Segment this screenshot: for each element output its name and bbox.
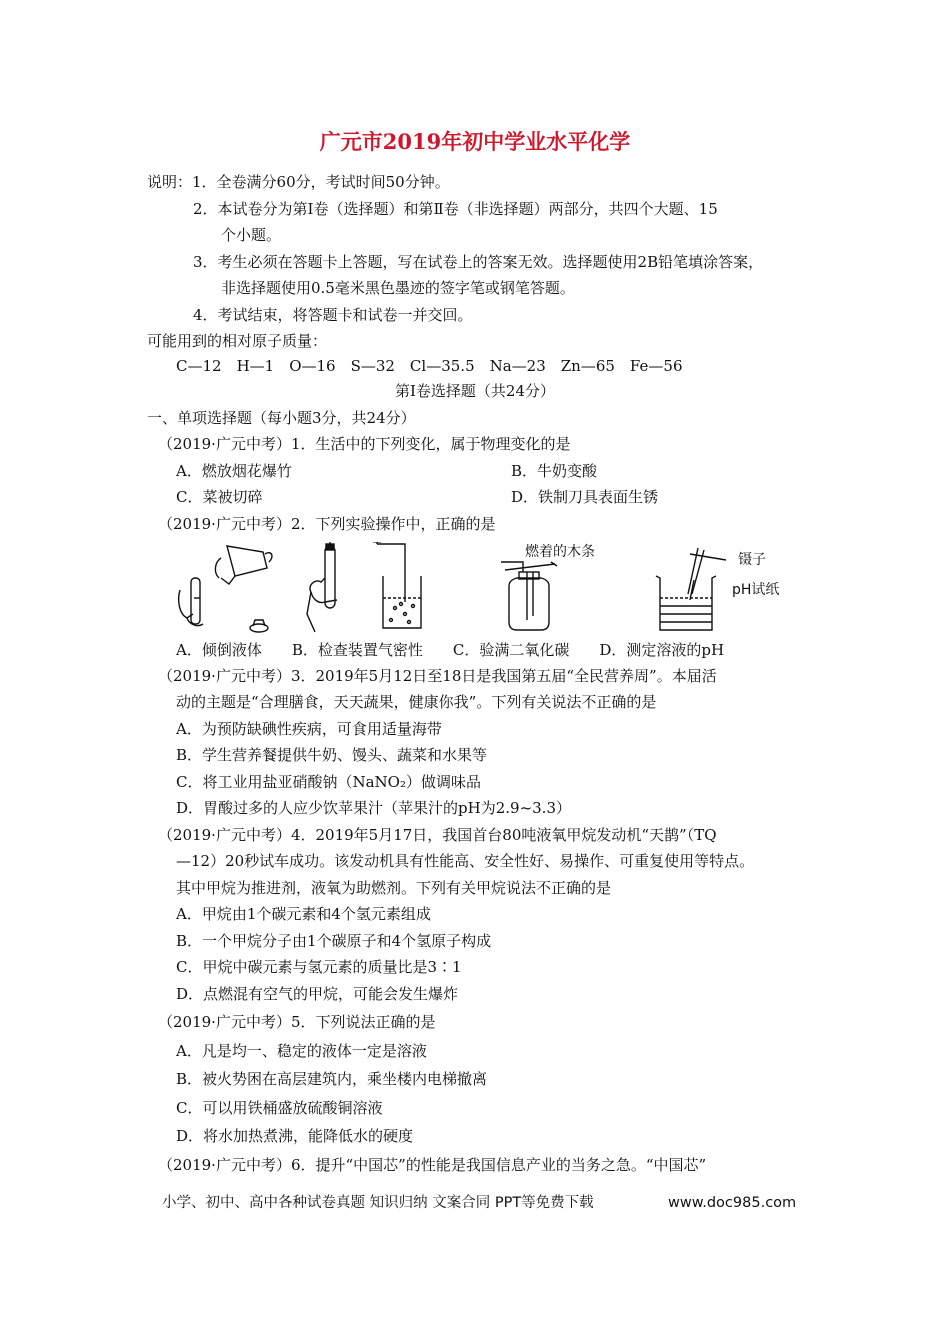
figure-ph-test — [650, 542, 795, 634]
q4-stem-line2: —12）20秒试车成功。该发动机具有性能高、安全性好、易操作、可重复使用等特点。 — [176, 852, 755, 870]
instruction-4: 4．考试结束，将答题卡和试卷一并交回。 — [193, 306, 473, 324]
instruction-3-continued: 非选择题使用0.5毫米黑色墨迹的签字笔或钢笔答题。 — [221, 279, 575, 297]
page-title: 广元市2019年初中学业水平化学 — [319, 129, 631, 154]
label-tweezers: 镊子 — [738, 552, 766, 568]
q4-option-d: D．点燃混有空气的甲烷，可能会发生爆炸 — [176, 985, 459, 1003]
q3-stem-line2: 动的主题是“合理膳食，天天蔬果，健康你我”。下列有关说法不正确的是 — [176, 693, 657, 711]
q3-option-c: C．将工业用盐亚硝酸钠（NaNO₂）做调味品 — [176, 773, 481, 791]
q2-stem: （2019·广元中考）2．下列实验操作中，正确的是 — [158, 515, 496, 533]
q3-stem-line1: （2019·广元中考）3．2019年5月12日至18日是我国第五届“全民营养周”。本届活 — [158, 667, 717, 685]
label-burning-stick: 燃着的木条 — [525, 544, 595, 560]
footer-text: 小学、初中、高中各种试卷真题 知识归纳 文案合同 PPT等免费下载 — [162, 1195, 594, 1211]
instruction-2-continued: 个小题。 — [221, 226, 282, 244]
instruction-3: 3．考生必须在答题卡上答题，写在试卷上的答案无效。选择题使用2B铅笔填涂答案， — [193, 253, 764, 271]
section1-heading: 一、单项选择题（每小题3分，共24分） — [147, 409, 416, 427]
q1-option-c: C．菜被切碎 — [176, 488, 263, 506]
q4-option-c: C．甲烷中碳元素与氢元素的质量比是3∶1 — [176, 958, 462, 976]
q3-option-d: D．胃酸过多的人应少饮苹果汁（苹果汁的pH为2.9~3.3） — [176, 799, 571, 817]
q3-option-b: B．学生营养餐提供牛奶、馒头、蔬菜和水果等 — [176, 746, 488, 764]
q5-stem: （2019·广元中考）5．下列说法正确的是 — [158, 1013, 436, 1031]
q1-option-d: D．铁制刀具表面生锈 — [511, 488, 659, 506]
instruction-2: 2．本试卷分为第Ⅰ卷（选择题）和第Ⅱ卷（非选择题）两部分，共四个大题、15 — [193, 200, 718, 218]
q4-stem-line3: 其中甲烷为推进剂，液氧为助燃剂。下列有关甲烷说法不正确的是 — [176, 879, 612, 897]
q2-figures — [175, 542, 795, 634]
label-ph-paper: pH试纸 — [732, 582, 780, 598]
q2-options: A．倾倒液体 B．检查装置气密性 C．验满二氧化碳 D．测定溶液的pH — [176, 641, 725, 659]
q1-stem: （2019·广元中考）1．生活中的下列变化，属于物理变化的是 — [158, 435, 571, 453]
atomic-mass-values: C—12 H—1 O—16 S—32 Cl—35.5 Na—23 Zn—65 Fe—56 — [176, 357, 683, 375]
atomic-mass-heading: 可能用到的相对原子质量： — [147, 332, 328, 350]
q1-option-a: A．燃放烟花爆竹 — [176, 462, 292, 480]
q5-option-c: C．可以用铁桶盛放硫酸铜溶液 — [176, 1099, 383, 1117]
instruction-1: 说明：1．全卷满分60分，考试时间50分钟。 — [147, 173, 450, 191]
q1-option-b: B．牛奶变酸 — [511, 462, 598, 480]
q3-option-a: A．为预防缺碘性疾病，可食用适量海带 — [176, 720, 442, 738]
part1-heading: 第Ⅰ卷选择题（共24分） — [394, 382, 555, 400]
q5-option-a: A．凡是均一、稳定的液体一定是溶液 — [176, 1042, 427, 1060]
q4-stem-line1: （2019·广元中考）4．2019年5月17日，我国首台80吨液氧甲烷发动机“天鹊”（TQ — [158, 826, 717, 844]
figure-co2-full-test — [495, 542, 635, 634]
q4-option-a: A．甲烷由1个碳元素和4个氢元素组成 — [176, 905, 431, 923]
q5-option-b: B．被火势困在高层建筑内，乘坐楼内电梯撤离 — [176, 1070, 488, 1088]
q5-option-d: D．将水加热煮沸，能降低水的硬度 — [176, 1127, 414, 1145]
q6-stem: （2019·广元中考）6．提升“中国芯”的性能是我国信息产业的当务之急。“中国芯” — [158, 1156, 707, 1174]
q4-option-b: B．一个甲烷分子由1个碳原子和4个氢原子构成 — [176, 932, 492, 950]
figure-airtightness-check — [305, 542, 430, 634]
figure-pouring-liquid — [175, 542, 285, 634]
footer-url[interactable]: www.doc985.com — [668, 1195, 797, 1211]
